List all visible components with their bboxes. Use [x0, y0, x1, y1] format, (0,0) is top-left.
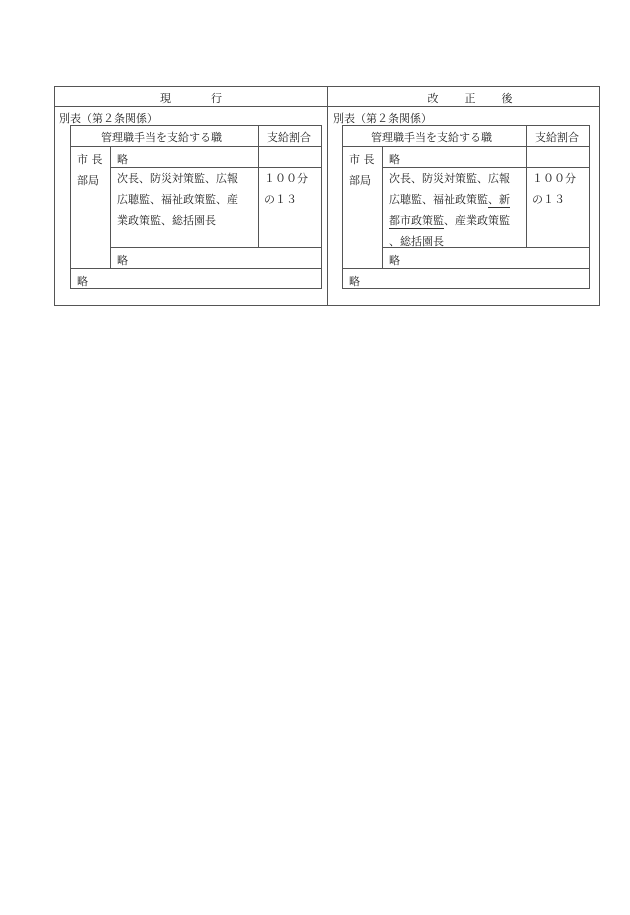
allowance-rate: １００分 の１３ — [264, 172, 308, 206]
heading-rule — [55, 106, 599, 107]
bureau-label: 部局 — [349, 174, 371, 187]
mayor-label: 市 長 — [349, 153, 375, 166]
caption-revised: 別表（第２条関係） — [333, 112, 432, 125]
caption-current: 別表（第２条関係） — [59, 112, 158, 125]
allowance-table-current — [70, 125, 322, 289]
bureau-label: 部局 — [77, 174, 99, 187]
heading-current: 現行 — [160, 92, 262, 105]
allowance-rate: １００分 の１３ — [532, 172, 576, 206]
header-rate: 支給割合 — [267, 131, 311, 144]
bottom-omitted: 略 — [77, 275, 88, 288]
heading-revised: 改正後 — [427, 92, 539, 105]
mayor-omitted: 略 — [389, 153, 400, 166]
mayor-omitted: 略 — [117, 153, 128, 166]
amended-text: 、新 — [488, 193, 510, 206]
column-divider — [327, 87, 328, 305]
bureau-omitted: 略 — [117, 254, 128, 267]
mayor-label: 市 長 — [77, 153, 103, 166]
header-position: 管理職手当を支給する職 — [371, 131, 492, 144]
allowance-table-revised — [342, 125, 590, 289]
bureau-omitted: 略 — [389, 254, 400, 267]
bureau-positions: 次長、防災対策監、広報 広聴監、福祉政策監、新 都市政策監、産業政策監 、総括園長 — [389, 172, 510, 248]
bottom-omitted: 略 — [349, 275, 360, 288]
comparison-table — [54, 86, 600, 306]
amended-text: 都市政策監 — [389, 214, 444, 227]
header-position: 管理職手当を支給する職 — [101, 131, 222, 144]
bureau-positions: 次長、防災対策監、広報 広聴監、福祉政策監、産 業政策監、総括園長 — [117, 172, 238, 227]
header-rate: 支給割合 — [535, 131, 579, 144]
